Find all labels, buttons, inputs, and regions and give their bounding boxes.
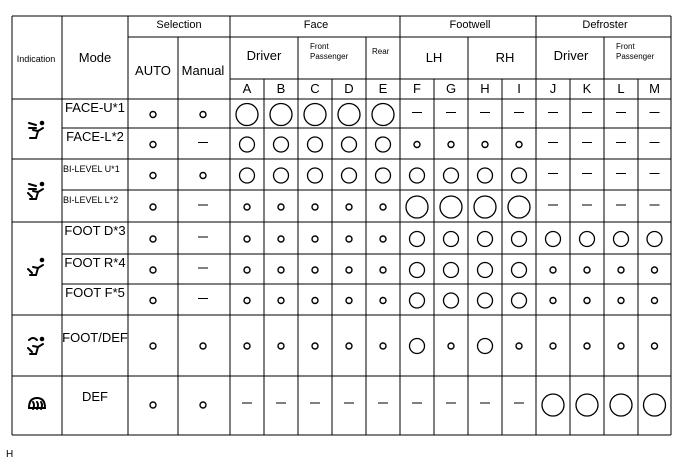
header-face-driver: Driver [246,48,282,63]
column-letter-k: K [582,81,592,96]
header-manual: Manual [181,63,225,78]
cell-a-medium-circle [240,168,255,183]
cell-b-small-circle [278,267,284,273]
cell-b-small-circle [278,298,284,304]
cell-i-small-circle [516,142,522,148]
cell-i-medium-circle [512,232,527,247]
header-auto: AUTO [135,63,171,78]
column-letter-m: M [649,81,660,96]
column-letter-g: G [445,81,457,96]
mode-name: FACE-L*2 [66,129,124,144]
auto-cell-small-circle [150,173,156,179]
cell-h-medium-circle [478,339,493,354]
cell-b-medium-circle [274,137,289,152]
cell-g-medium-circle [444,232,459,247]
mode-name: BI-LEVEL L*2 [63,195,119,205]
cell-d-large-circle [338,104,360,126]
cell-h-small-circle [482,142,488,148]
header-face-front-passenger-line1: Front [310,42,329,51]
column-letter-d: D [344,81,354,96]
manual-cell-small-circle [200,173,206,179]
column-letter-h: H [480,81,490,96]
cell-a-large-circle [236,104,258,126]
cell-c-small-circle [312,267,318,273]
cell-c-medium-circle [308,168,323,183]
table-row [64,223,662,247]
cell-e-large-circle [372,104,394,126]
cell-e-medium-circle [376,168,391,183]
auto-cell-small-circle [150,267,156,273]
cell-f-medium-circle [410,232,425,247]
cell-j-small-circle [550,267,556,273]
auto-cell-small-circle [150,142,156,148]
header-indication: Indication [16,54,56,64]
cell-f-small-circle [414,142,420,148]
cell-a-small-circle [244,204,250,210]
mode-name: FOOT R*4 [64,255,126,270]
cell-f-medium-circle [410,339,425,354]
table-row [64,255,657,278]
auto-cell-small-circle [150,236,156,242]
mode-name: DEF [82,389,108,404]
cell-h-medium-circle [478,293,493,308]
cell-e-small-circle [380,298,386,304]
header-def-front-passenger-line2: Passenger [616,52,655,61]
cell-h-large-circle [474,196,496,218]
header-mode: Mode [78,50,112,65]
cell-h-medium-circle [478,263,493,278]
cell-g-medium-circle [444,168,459,183]
cell-a-small-circle [244,343,250,349]
cell-g-small-circle [448,142,454,148]
cell-a-small-circle [244,236,250,242]
header-def-driver: Driver [553,48,589,63]
cell-l-small-circle [618,267,624,273]
cell-k-medium-circle [580,232,595,247]
table-row [82,389,666,416]
face-mode-icon [29,121,44,138]
cell-f-medium-circle [410,168,425,183]
cell-i-large-circle [508,196,530,218]
cell-l-small-circle [618,343,624,349]
cell-a-small-circle [244,298,250,304]
cell-l-large-circle [610,394,632,416]
cell-e-small-circle [380,267,386,273]
cell-m-small-circle [652,343,658,349]
cell-g-small-circle [448,343,454,349]
auto-cell-small-circle [150,204,156,210]
mode-name: FOOT D*3 [64,223,126,238]
cell-g-large-circle [440,196,462,218]
cell-e-small-circle [380,236,386,242]
column-letter-i: I [517,81,521,96]
cell-d-medium-circle [342,168,357,183]
cell-d-small-circle [346,204,352,210]
cell-i-medium-circle [512,168,527,183]
mode-name: FOOT F*5 [65,285,125,300]
cell-b-small-circle [278,236,284,242]
cell-d-medium-circle [342,137,357,152]
cell-c-small-circle [312,204,318,210]
cell-a-medium-circle [240,137,255,152]
column-letter-l: L [617,81,625,96]
header-selection: Selection [156,19,202,31]
cell-i-small-circle [516,343,522,349]
foot-def-mode-icon [28,337,44,354]
cell-i-medium-circle [512,263,527,278]
column-letter-j: J [549,81,557,96]
cell-h-medium-circle [478,232,493,247]
cell-b-medium-circle [274,168,289,183]
cell-b-small-circle [278,204,284,210]
cell-m-large-circle [644,394,666,416]
cell-j-small-circle [550,298,556,304]
cell-m-small-circle [652,267,658,273]
cell-c-medium-circle [308,137,323,152]
bi-level-mode-icon [28,182,44,199]
cell-f-medium-circle [410,263,425,278]
header-face: Face [303,19,329,31]
cell-k-small-circle [584,298,590,304]
cell-l-medium-circle [614,232,629,247]
bi-level-mode-icon-head [40,182,45,187]
cell-f-large-circle [406,196,428,218]
header-def-front-passenger-line1: Front [616,42,635,51]
manual-cell-small-circle [200,112,206,118]
column-letter-b: B [276,81,286,96]
cell-k-small-circle [584,267,590,273]
mode-name: BI-LEVEL U*1 [63,164,120,174]
auto-cell-small-circle [150,112,156,118]
cell-m-small-circle [652,298,658,304]
cell-k-small-circle [584,343,590,349]
header-footwell: Footwell [449,19,491,31]
manual-cell-small-circle [200,402,206,408]
header-face-front-passenger-line2: Passenger [310,52,349,61]
header-lh: LH [425,50,443,65]
column-letter-e: E [378,81,388,96]
table-rows [62,100,665,416]
cell-g-medium-circle [444,293,459,308]
figure-code: H [6,449,14,460]
cell-g-medium-circle [444,263,459,278]
cell-c-small-circle [312,343,318,349]
cell-d-small-circle [346,343,352,349]
header-face-rear: Rear [372,47,390,56]
column-letter-a: A [242,81,252,96]
cell-j-medium-circle [546,232,561,247]
auto-cell-small-circle [150,402,156,408]
cell-e-small-circle [380,343,386,349]
column-letter-c: C [310,81,320,96]
cell-d-small-circle [346,298,352,304]
mode-name: FOOT/DEF [62,330,128,345]
cell-a-small-circle [244,267,250,273]
cell-c-large-circle [304,104,326,126]
foot-mode-icon [28,258,44,275]
cell-l-small-circle [618,298,624,304]
cell-k-large-circle [576,394,598,416]
table-row [65,285,657,308]
cell-c-small-circle [312,298,318,304]
column-letters [243,81,660,96]
cell-h-medium-circle [478,168,493,183]
cell-j-large-circle [542,394,564,416]
auto-cell-small-circle [150,343,156,349]
defrost-mode-icon [29,398,45,409]
cell-b-large-circle [270,104,292,126]
cell-e-small-circle [380,204,386,210]
cell-m-medium-circle [647,232,662,247]
cell-e-medium-circle [376,137,391,152]
cell-c-small-circle [312,236,318,242]
cell-d-small-circle [346,236,352,242]
cell-b-small-circle [278,343,284,349]
foot-def-mode-icon-head [40,337,45,342]
cell-j-small-circle [550,343,556,349]
mode-name: FACE-U*1 [65,100,125,115]
auto-cell-small-circle [150,298,156,304]
manual-cell-small-circle [200,343,206,349]
cell-i-medium-circle [512,293,527,308]
mode-icons [28,121,45,409]
header-rh: RH [495,50,515,65]
table-row [62,330,657,354]
cell-f-medium-circle [410,293,425,308]
face-mode-icon-head [40,121,45,126]
header-defroster: Defroster [582,19,628,31]
column-letter-f: F [413,81,421,96]
cell-d-small-circle [346,267,352,273]
foot-mode-icon-head [40,258,45,263]
